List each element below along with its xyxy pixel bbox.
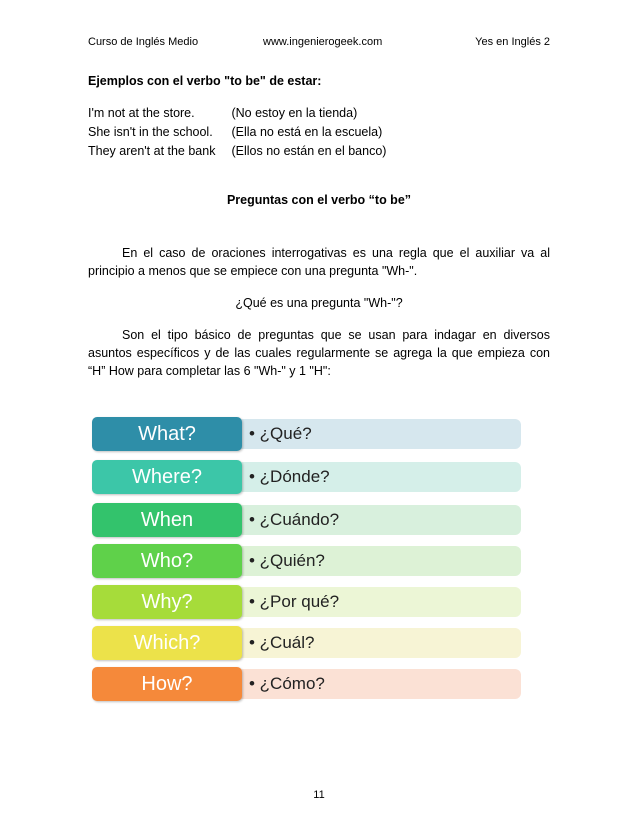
example-english: She isn't in the school. xyxy=(88,125,213,139)
example-row xyxy=(88,142,386,160)
paragraph-wh-questions: Son el tipo básico de preguntas que se usan para indagar en diversos asuntos específicos y de las cuales regularmente se agrega la que empieza con “H” How para completar las 6 "Wh-" y 1 "H": xyxy=(88,328,550,378)
meaning-text: • ¿Por qué? xyxy=(249,592,340,611)
wh-row-how xyxy=(92,667,522,701)
wh-row-where xyxy=(92,460,522,494)
meaning-bar xyxy=(237,587,521,617)
meaning-bar xyxy=(237,419,521,449)
wh-word: What? xyxy=(92,417,242,451)
meaning-bar xyxy=(237,669,521,699)
meaning-text: • ¿Quién? xyxy=(249,551,325,570)
wh-row-what xyxy=(92,417,522,451)
meaning-text: • ¿Qué? xyxy=(249,424,312,443)
example-spanish: (Ella no está en la escuela) xyxy=(231,125,383,139)
meaning-bar xyxy=(237,628,521,658)
examples-heading: Ejemplos con el verbo "to be" de estar: xyxy=(88,74,322,88)
wh-word: When xyxy=(92,503,242,537)
meaning-text: • ¿Cómo? xyxy=(249,674,325,693)
meaning-bar xyxy=(237,546,521,576)
wh-row-which xyxy=(92,626,522,660)
header-website: www.ingenierogeek.com xyxy=(263,36,383,48)
wh-word: How? xyxy=(92,667,242,701)
wh-word: Where? xyxy=(92,460,242,494)
page-number: 11 xyxy=(313,789,325,801)
section-title: Preguntas con el verbo “to be” xyxy=(226,193,412,207)
meaning-text: • ¿Cuál? xyxy=(249,633,315,652)
example-spanish: (Ellos no están en el banco) xyxy=(231,144,387,158)
meaning-bar xyxy=(237,462,521,492)
question-heading: ¿Qué es una pregunta "Wh-"? xyxy=(235,296,403,310)
meaning-bar xyxy=(237,505,521,535)
example-english: They aren't at the bank xyxy=(88,144,216,158)
wh-row-who xyxy=(92,544,522,578)
wh-word: Which? xyxy=(92,626,242,660)
meaning-text: • ¿Dónde? xyxy=(249,467,330,486)
header-book-title: Yes en Inglés 2 xyxy=(475,36,550,48)
example-row xyxy=(88,104,357,122)
wh-word: Who? xyxy=(92,544,242,578)
meaning-text: • ¿Cuándo? xyxy=(249,510,340,529)
wh-word: Why? xyxy=(92,585,242,619)
paragraph-interrogatives: En el caso de oraciones interrogativas es una regla que el auxiliar va al principio a menos que se empiece con una pregunta "Wh-". xyxy=(88,246,550,278)
example-row xyxy=(88,123,382,141)
header-course-title: Curso de Inglés Medio xyxy=(88,36,199,48)
example-english: I'm not at the store. xyxy=(88,106,195,120)
wh-row-when xyxy=(92,503,522,537)
example-spanish: (No estoy en la tienda) xyxy=(231,106,358,120)
wh-row-why xyxy=(92,585,522,619)
